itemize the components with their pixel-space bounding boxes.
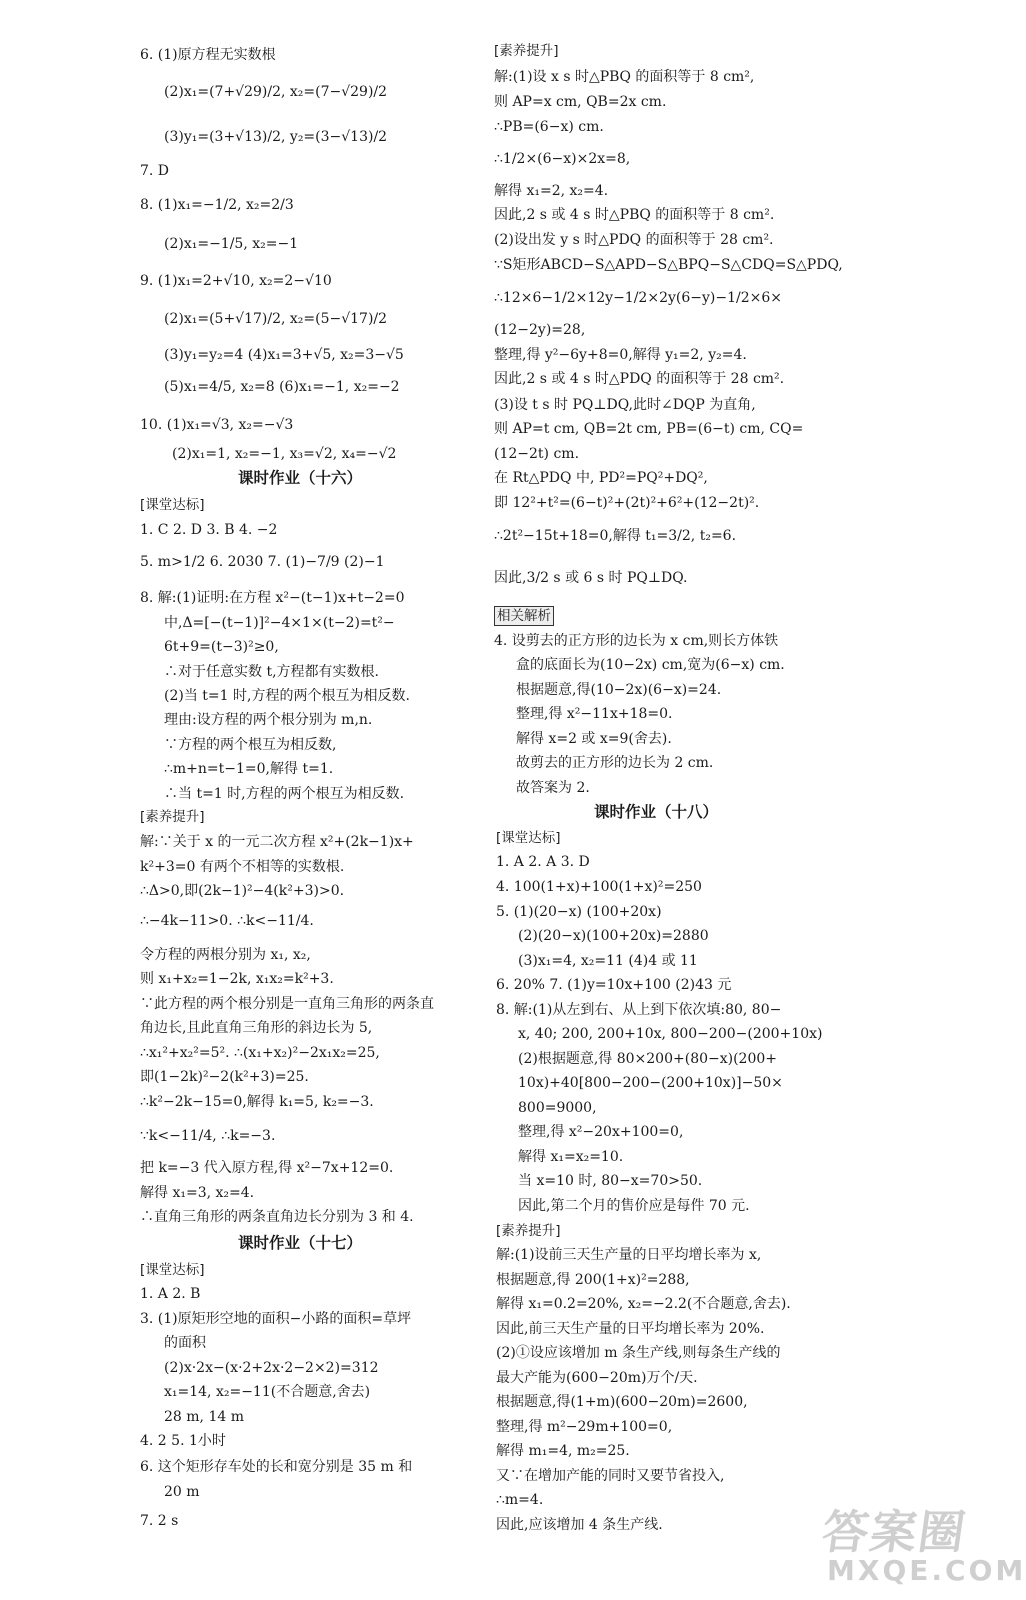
text-line: (12−2y)=28, [494, 322, 586, 338]
text-line: 因此,2 s 或 4 s 时△PBQ 的面积等于 8 cm². [494, 207, 775, 223]
subsection-tag: [素养提升] [496, 1223, 561, 1239]
text-line: (3)y₁=(3+√13)/2, y₂=(3−√13)/2 [164, 129, 388, 145]
text-line: ∴m+n=t−1=0,解得 t=1. [164, 761, 334, 777]
subsection-tag: [素养提升] [140, 809, 205, 825]
text-line: ∴1/2×(6−x)×2x=8, [494, 151, 631, 167]
text-line: 因此,3/2 s 或 6 s 时 PQ⊥DQ. [494, 570, 688, 586]
text-line: 800=9000, [518, 1100, 597, 1116]
text-line: 整理,得 m²−29m+100=0, [496, 1419, 673, 1435]
text-line: (2)x₁=1, x₂=−1, x₃=√2, x₄=−√2 [172, 446, 397, 462]
text-line: 28 m, 14 m [164, 1409, 244, 1425]
text-line: 解:(1)设前三天生产量的日平均增长率为 x, [496, 1247, 762, 1263]
subsection-tag: [课堂达标] [140, 1262, 205, 1278]
subsection-tag: [课堂达标] [140, 497, 205, 513]
text-line: 在 Rt△PDQ 中, PD²=PQ²+DQ², [494, 470, 708, 486]
text-line: ∵k<−11/4, ∴k=−3. [140, 1128, 276, 1144]
subsection-tag: 相关解析 [494, 606, 554, 626]
text-line: 解得 x₁=2, x₂=4. [494, 183, 609, 199]
text-line: 整理,得 y²−6y+8=0,解得 y₁=2, y₂=4. [494, 347, 747, 363]
text-line: (12−2t) cm. [494, 446, 580, 462]
watermark-logo [803, 1496, 1026, 1592]
text-line: 中,Δ=[−(t−1)]²−4×1×(t−2)=t²− [164, 615, 395, 631]
text-line: 1. C 2. D 3. B 4. −2 [140, 522, 278, 538]
text-line: (2)当 t=1 时,方程的两个根互为相反数. [164, 688, 410, 704]
text-line: 6. 20% 7. (1)y=10x+100 (2)43 元 [496, 977, 732, 993]
text-line: 4. 2 5. 1小时 [140, 1433, 226, 1449]
text-line: (5)x₁=4/5, x₂=8 (6)x₁=−1, x₂=−2 [164, 379, 400, 395]
text-line: 因此,应该增加 4 条生产线. [496, 1517, 663, 1533]
text-line: 最大产能为(600−20m)万个/天. [496, 1370, 698, 1386]
text-line: (2)(20−x)(100+20x)=2880 [518, 928, 709, 944]
text-line: ∴k²−2k−15=0,解得 k₁=5, k₂=−3. [140, 1094, 374, 1110]
text-line: 解得 x=2 或 x=9(舍去). [516, 731, 672, 747]
text-line: 则 AP=t cm, QB=2t cm, PB=(6−t) cm, CQ= [494, 421, 804, 437]
text-line: 8. 解:(1)从左到右、从上到下依次填:80, 80− [496, 1002, 782, 1018]
section-heading: 课时作业（十七） [238, 1234, 363, 1252]
text-line: ∴x₁²+x₂²=5². ∴(x₁+x₂)²−2x₁x₂=25, [140, 1045, 380, 1061]
text-line: 令方程的两根分别为 x₁, x₂, [140, 947, 311, 963]
text-line: 则 x₁+x₂=1−2k, x₁x₂=k²+3. [140, 971, 334, 987]
text-line: ∴2t²−15t+18=0,解得 t₁=3/2, t₂=6. [494, 528, 737, 544]
text-line: 9. (1)x₁=2+√10, x₂=2−√10 [140, 273, 332, 289]
text-line: 解得 x₁=3, x₂=4. [140, 1185, 255, 1201]
text-line: 10x)+40[800−200−(200+10x)]−50× [518, 1075, 783, 1091]
text-line: 的面积 [164, 1335, 206, 1351]
text-line: 理由:设方程的两个根分别为 m,n. [164, 712, 373, 728]
text-line: (2)设出发 y s 时△PDQ 的面积等于 28 cm². [494, 232, 774, 248]
text-line: 20 m [164, 1484, 200, 1500]
text-line: 4. 100(1+x)+100(1+x)²=250 [496, 879, 702, 895]
text-line: ∴当 t=1 时,方程的两个根互为相反数. [164, 786, 405, 802]
text-line: ∴PB=(6−x) cm. [494, 119, 604, 135]
watermark-bottom-text: MXQE.COM [827, 1554, 1026, 1587]
text-line: ∴直角三角形的两条直角边长分别为 3 和 4. [140, 1209, 414, 1225]
text-line: 即 12²+t²=(6−t)²+(2t)²+6²+(12−2t)². [494, 495, 760, 511]
text-line: ∴12×6−1/2×12y−1/2×2y(6−y)−1/2×6× [494, 290, 782, 306]
text-line: ∴−4k−11>0. ∴k<−11/4. [140, 913, 314, 929]
text-line: x₁=14, x₂=−11(不合题意,舍去) [164, 1384, 371, 1400]
text-line: 8. (1)x₁=−1/2, x₂=2/3 [140, 197, 294, 213]
text-line: 7. D [140, 163, 170, 179]
subsection-tag: [素养提升] [494, 43, 559, 59]
text-line: (3)y₁=y₂=4 (4)x₁=3+√5, x₂=3−√5 [164, 347, 404, 363]
text-line: 根据题意,得(10−2x)(6−x)=24. [516, 682, 722, 698]
text-line: 解:(1)设 x s 时△PBQ 的面积等于 8 cm², [494, 69, 755, 85]
text-line: 1. A 2. A 3. D [496, 854, 590, 870]
text-line: 根据题意,得 200(1+x)²=288, [496, 1272, 690, 1288]
text-line: 10. (1)x₁=√3, x₂=−√3 [140, 417, 294, 433]
text-line: 6t+9=(t−3)²≥0, [164, 639, 279, 655]
text-line: 盒的底面长为(10−2x) cm,宽为(6−x) cm. [516, 657, 785, 673]
text-line: 角边长,且此直角三角形的斜边长为 5, [140, 1020, 373, 1036]
text-line: 7. 2 s [140, 1513, 179, 1529]
text-line: 因此,前三天生产量的日平均增长率为 20%. [496, 1321, 765, 1337]
text-line: 因此,第二个月的售价应是每件 70 元. [518, 1198, 750, 1214]
text-line: 解得 m₁=4, m₂=25. [496, 1443, 630, 1459]
text-line: 8. 解:(1)证明:在方程 x²−(t−1)x+t−2=0 [140, 590, 405, 606]
text-line: 1. A 2. B [140, 1286, 201, 1302]
section-heading: 课时作业（十八） [594, 803, 719, 821]
text-line: ∴对于任意实数 t,方程都有实数根. [164, 664, 379, 680]
text-line: 6. 这个矩形存车处的长和宽分别是 35 m 和 [140, 1459, 413, 1475]
text-line: 3. (1)原矩形空地的面积−小路的面积=草坪 [140, 1311, 412, 1327]
text-line: 5. m>1/2 6. 2030 7. (1)−7/9 (2)−1 [140, 554, 385, 570]
text-line: 根据题意,得(1+m)(600−20m)=2600, [496, 1394, 748, 1410]
text-line: x, 40; 200, 200+10x, 800−200−(200+10x) [518, 1026, 823, 1042]
text-line: ∵S矩形ABCD−S△APD−S△BPQ−S△CDQ=S△PDQ, [494, 257, 843, 273]
text-line: 解得 x₁=0.2=20%, x₂=−2.2(不合题意,舍去). [496, 1296, 791, 1312]
text-line: 解得 x₁=x₂=10. [518, 1149, 624, 1165]
text-line: 5. (1)(20−x) (100+20x) [496, 904, 662, 920]
text-line: 即(1−2k)²−2(k²+3)=25. [140, 1069, 309, 1085]
text-line: 则 AP=x cm, QB=2x cm. [494, 94, 667, 110]
text-line: (2)x₁=(5+√17)/2, x₂=(5−√17)/2 [164, 311, 388, 327]
text-line: 又∵在增加产能的同时又要节省投入, [496, 1468, 725, 1484]
text-line: k²+3=0 有两个不相等的实数根. [140, 859, 345, 875]
text-line: (2)x₁=(7+√29)/2, x₂=(7−√29)/2 [164, 84, 388, 100]
text-line: 整理,得 x²−11x+18=0. [516, 706, 673, 722]
text-line: 当 x=10 时, 80−x=70>50. [518, 1173, 703, 1189]
text-line: 故剪去的正方形的边长为 2 cm. [516, 755, 714, 771]
text-line: 整理,得 x²−20x+100=0, [518, 1124, 684, 1140]
watermark-top-text: 答案圈 [818, 1505, 971, 1559]
text-line: (2)根据题意,得 80×200+(80−x)(200+ [518, 1051, 778, 1067]
text-line: (2)x·2x−(x·2+2x·2−2×2)=312 [164, 1360, 379, 1376]
section-heading: 课时作业（十六） [238, 469, 363, 487]
text-line: 故答案为 2. [516, 780, 590, 796]
subsection-tag: [课堂达标] [496, 830, 561, 846]
text-line: 把 k=−3 代入原方程,得 x²−7x+12=0. [140, 1160, 394, 1176]
text-line: ∴m=4. [496, 1492, 544, 1508]
text-line: (2)①设应该增加 m 条生产线,则每条生产线的 [496, 1345, 781, 1361]
text-line: 4. 设剪去的正方形的边长为 x cm,则长方体铁 [494, 633, 779, 649]
text-line: 因此,2 s 或 4 s 时△PDQ 的面积等于 28 cm². [494, 371, 785, 387]
text-line: ∵方程的两个根互为相反数, [164, 737, 337, 753]
text-line: 6. (1)原方程无实数根 [140, 47, 276, 63]
text-line: ∴Δ>0,即(2k−1)²−4(k²+3)>0. [140, 883, 345, 899]
text-line: ∵此方程的两个根分别是一直角三角形的两条直 [140, 996, 434, 1012]
text-line: (3)x₁=4, x₂=11 (4)4 或 11 [518, 953, 698, 969]
text-line: (3)设 t s 时 PQ⊥DQ,此时∠DQP 为直角, [494, 397, 756, 413]
text-line: 解:∵关于 x 的一元二次方程 x²+(2k−1)x+ [140, 834, 414, 850]
text-line: (2)x₁=−1/5, x₂=−1 [164, 236, 299, 252]
